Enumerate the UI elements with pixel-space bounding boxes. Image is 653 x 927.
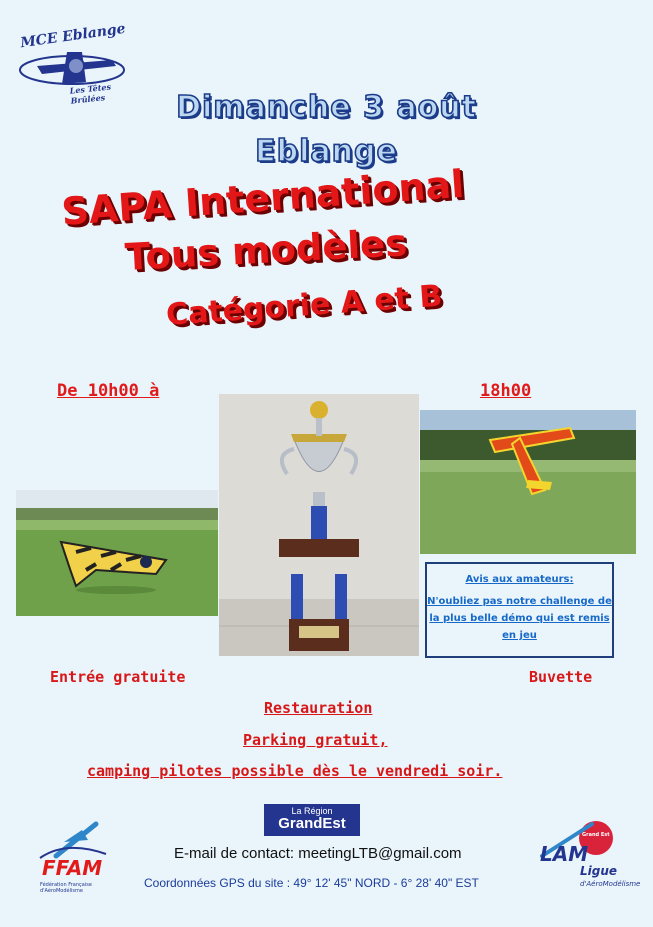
region-logo-top: La Région <box>291 806 333 816</box>
refreshments: Buvette <box>529 668 593 686</box>
notice-box <box>425 562 614 658</box>
event-title: SAPA International <box>60 161 466 234</box>
ffam-subtitle: Fédération Française d'AéroModélisme <box>40 882 92 894</box>
ffam-logo <box>36 820 116 900</box>
lam-subtitle: d'AéroModélisme <box>580 880 641 888</box>
plane-icon <box>36 820 116 860</box>
notice-body <box>427 593 612 644</box>
lam-name: LAM <box>540 842 589 866</box>
notice-line-2: la plus belle démo qui est remis <box>429 613 610 624</box>
pilot-camping: camping pilotes possible dès le vendredi soir. <box>87 762 503 780</box>
contact-email[interactable]: E-mail de contact: meetingLTB@gmail.com <box>174 845 462 862</box>
lam-badge: Grand Est <box>582 832 610 838</box>
free-parking: Parking gratuit, <box>243 731 388 749</box>
ffam-name: FFAM <box>42 856 103 880</box>
lam-word: Ligue <box>580 864 618 878</box>
photo-trophy <box>219 394 419 656</box>
gps-coordinates: Coordonnées GPS du site : 49° 12' 45" NORD - 6° 28' 40" EST <box>144 876 479 890</box>
lam-logo <box>536 818 641 898</box>
logo-title: MCE Eblange <box>19 20 127 52</box>
catering: Restauration <box>264 699 373 717</box>
time-start: De 10h00 à <box>57 381 160 401</box>
notice-line-3: en jeu <box>502 630 537 641</box>
time-end: 18h00 <box>480 381 532 401</box>
event-date: Dimanche 3 août <box>176 90 477 125</box>
event-category: Catégorie A et B <box>165 278 444 333</box>
event-subtitle: Tous modèles <box>124 221 409 279</box>
region-logo-main: GrandEst <box>278 815 346 832</box>
event-place: Eblange <box>255 134 398 169</box>
notice-line-1: N'oubliez pas notre challenge de <box>427 596 612 607</box>
notice-title: Avis aux amateurs: <box>465 574 574 585</box>
logo-subtitle: Les Têtes Brûlées <box>69 81 112 106</box>
photo-jet-model <box>16 490 218 616</box>
region-grand-est-logo <box>264 804 360 836</box>
free-entry: Entrée gratuite <box>50 668 186 686</box>
photo-aerobatic-model <box>420 410 636 554</box>
